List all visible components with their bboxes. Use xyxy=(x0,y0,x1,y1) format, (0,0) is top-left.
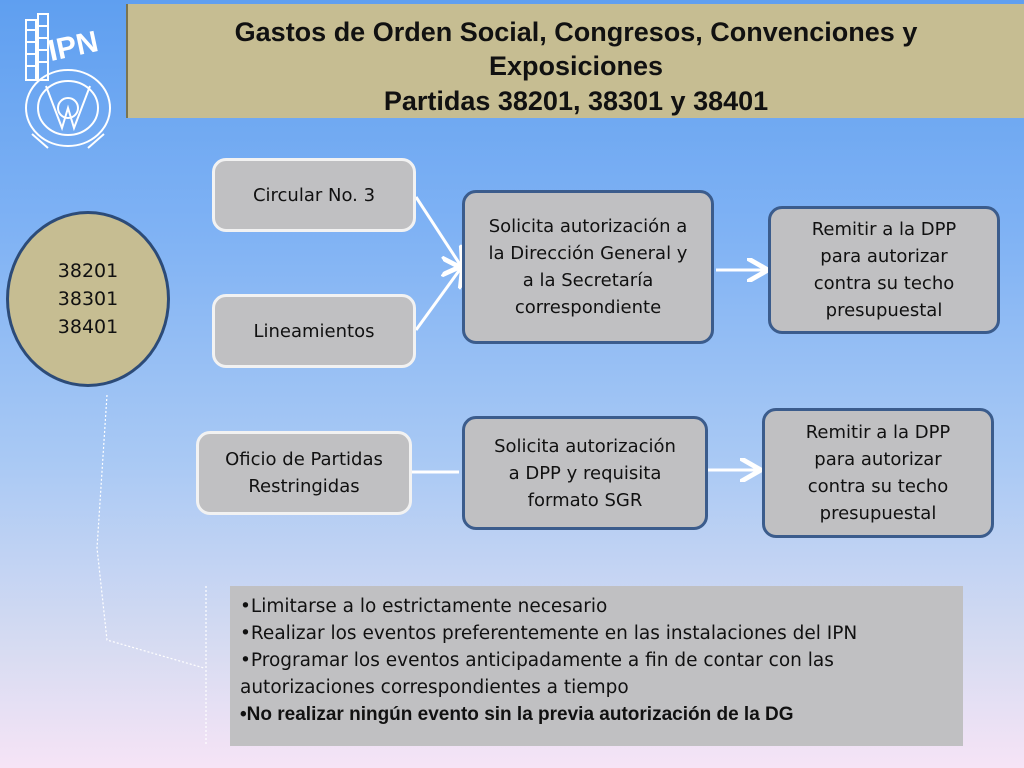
remitir-dpp-box-bottom xyxy=(762,408,994,538)
page-title-line-2: Exposiciones xyxy=(488,51,664,81)
arrow-lineamientos-to-solicita xyxy=(416,268,461,330)
solicita-autorizacion-dg-box xyxy=(462,190,714,344)
page-title-line-1: Gastos de Orden Social, Congresos, Convenciones y xyxy=(234,17,918,47)
box-text-line: presupuestal xyxy=(825,300,943,321)
box-text-line: para autorizar xyxy=(814,449,942,470)
box-text-line: la Dirección General y xyxy=(488,243,688,264)
box-text-line: para autorizar xyxy=(820,246,948,267)
box-text-line: a la Secretaría xyxy=(522,270,654,291)
box-text-line: Remitir a la DPP xyxy=(805,422,951,443)
box-text-line: a DPP y requisita xyxy=(508,462,662,484)
box-text-line: formato SGR xyxy=(527,489,643,511)
box-text-line: Restringidas xyxy=(248,476,360,497)
page-subtitle: Partidas 38201, 38301 y 38401 xyxy=(383,86,769,116)
budget-code: 38301 xyxy=(57,288,119,310)
budget-code: 38401 xyxy=(57,316,119,338)
box-text-line: correspondiente xyxy=(514,297,662,318)
box-text-line: Solicita autorización a xyxy=(488,216,688,237)
note-item-emphasis: •No realizar ningún evento sin la previa autorización de la DG xyxy=(240,704,794,725)
box-text-line: Remitir a la DPP xyxy=(811,219,957,240)
note-item: •Limitarse a lo estrictamente necesario xyxy=(240,596,608,617)
remitir-dpp-box-top xyxy=(768,206,1000,334)
box-text-line: contra su techo xyxy=(813,273,955,294)
box-text-line: contra su techo xyxy=(807,476,949,497)
note-item: •Programar los eventos anticipadamente a fin de contar con las xyxy=(240,650,834,671)
box-text-line: Oficio de Partidas xyxy=(225,449,383,470)
lineamientos-label: Lineamientos xyxy=(253,320,375,342)
ipn-logo-text: IPN xyxy=(45,25,102,68)
oficio-partidas-box xyxy=(196,431,412,515)
box-text-line: Solicita autorización xyxy=(494,435,676,457)
arrow-circular-to-solicita xyxy=(416,197,461,266)
budget-code: 38201 xyxy=(57,260,119,282)
title-banner xyxy=(126,4,1024,118)
dotted-connector xyxy=(97,395,204,668)
circular-label: Circular No. 3 xyxy=(252,184,376,206)
lineamientos-box xyxy=(212,294,416,368)
box-text-line: presupuestal xyxy=(819,503,937,524)
ipn-logo-icon xyxy=(18,10,118,152)
note-item: autorizaciones correspondientes a tiempo xyxy=(240,677,629,698)
note-item: •Realizar los eventos preferentemente en las instalaciones del IPN xyxy=(240,623,858,644)
budget-codes-circle xyxy=(6,211,170,387)
circular-box xyxy=(212,158,416,232)
solicita-autorizacion-dpp-box xyxy=(462,416,708,530)
notes-panel xyxy=(230,586,963,746)
